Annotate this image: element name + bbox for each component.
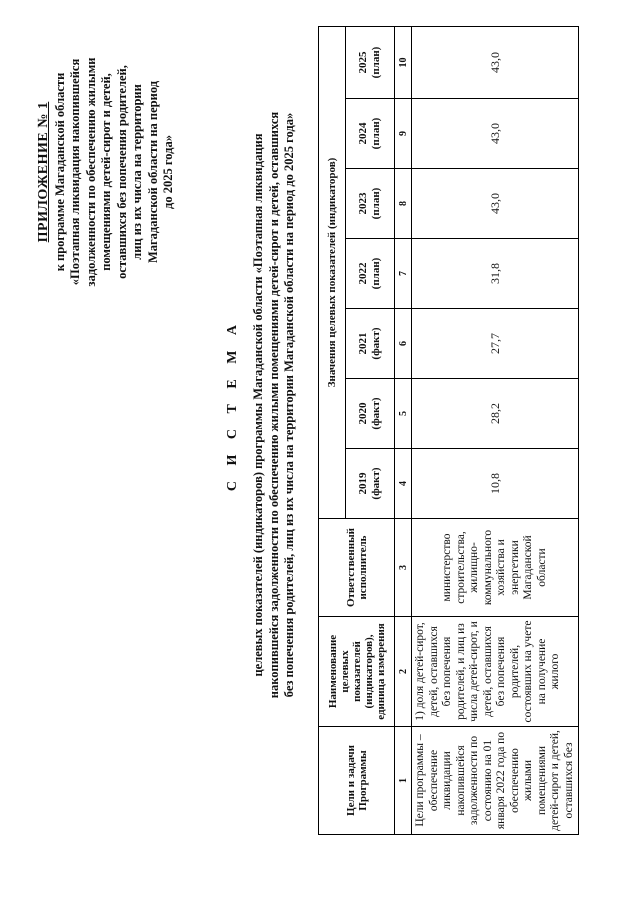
appendix-line: задолженности по обеспечению жилыми: [83, 57, 98, 287]
document-heading: [225, 55, 298, 755]
appendix-line: «Поэтапная ликвидация накопившейся: [68, 58, 82, 286]
heading-title: С И С Т Е М А: [225, 318, 240, 492]
year-header: 2020 (факт): [346, 379, 395, 449]
column-number: 1: [395, 727, 412, 835]
column-number: 5: [395, 379, 412, 449]
appendix-line: оставшихся без попечения родителей,: [114, 65, 129, 279]
value-cell: 31,8: [412, 239, 579, 309]
column-number: 10: [395, 26, 412, 98]
header-goals: Цели и задачи Программы: [319, 727, 395, 835]
year-header: 2021 (факт): [346, 309, 395, 379]
table-row: [412, 26, 579, 834]
appendix-line: лиц из их числа на территории: [130, 84, 144, 260]
year-header: 2023 (план): [346, 169, 395, 239]
column-number: 6: [395, 309, 412, 379]
indicator-cell: 1) доля детей-сирот, детей, оставшихся без попечения родителей, и лиц из числа детей-сирот, и детей, оставшихся без попечения родителей, состоявших на учете на получение жилого: [412, 617, 579, 727]
appendix-block: [36, 27, 177, 317]
heading-line: без попечения родителей, лиц из их числа на территории Магаданской области на период до 2025 года»: [282, 112, 296, 698]
appendix-line: к программе Магаданской области: [52, 72, 67, 272]
header-executor: Ответственный исполнитель: [319, 519, 395, 617]
executor-cell: министерство строительства, жилищно-коммунального хозяйства и энергетики Магаданской области: [412, 519, 579, 617]
value-cell: 28,2: [412, 379, 579, 449]
heading-line: целевых показателей (индикаторов) программы Магаданской области «Поэтапная ликвидация: [251, 133, 265, 677]
column-number: 4: [395, 449, 412, 519]
column-number: 3: [395, 519, 412, 617]
column-number: 7: [395, 239, 412, 309]
value-cell: 43,0: [412, 26, 579, 98]
appendix-line: помещениями детей-сирот и детей,: [99, 73, 113, 271]
year-header: 2019 (факт): [346, 449, 395, 519]
goal-cell: Цели программы – обеспечение ликвидации накопившейся задолженности по состоянию на 01 января 2022 года по обеспечению жилыми помещениями детей-сирот и детей, оставшихся без: [412, 727, 579, 835]
header-indicator: Наименование целевых показателей (индикаторов), единица измерения: [319, 617, 395, 727]
column-number: 8: [395, 169, 412, 239]
appendix-title: ПРИЛОЖЕНИЕ № 1: [36, 101, 51, 243]
year-header: 2022 (план): [346, 239, 395, 309]
column-number: 9: [395, 99, 412, 169]
header-values-group: Значения целевых показателей (индикаторов): [319, 26, 346, 518]
appendix-line: до 2025 года»: [161, 135, 175, 209]
value-cell: 27,7: [412, 309, 579, 379]
column-number: 2: [395, 617, 412, 727]
value-cell: 10,8: [412, 449, 579, 519]
heading-line: накопившейся задолженности по обеспечению жилыми помещениями детей-сирот и детей, оставшихся: [266, 111, 281, 699]
year-header: 2025 (план): [346, 26, 395, 98]
year-header: 2024 (план): [346, 99, 395, 169]
value-cell: 43,0: [412, 99, 579, 169]
indicators-table: [318, 26, 579, 835]
value-cell: 43,0: [412, 169, 579, 239]
appendix-line: Магаданской области на период: [145, 80, 160, 264]
